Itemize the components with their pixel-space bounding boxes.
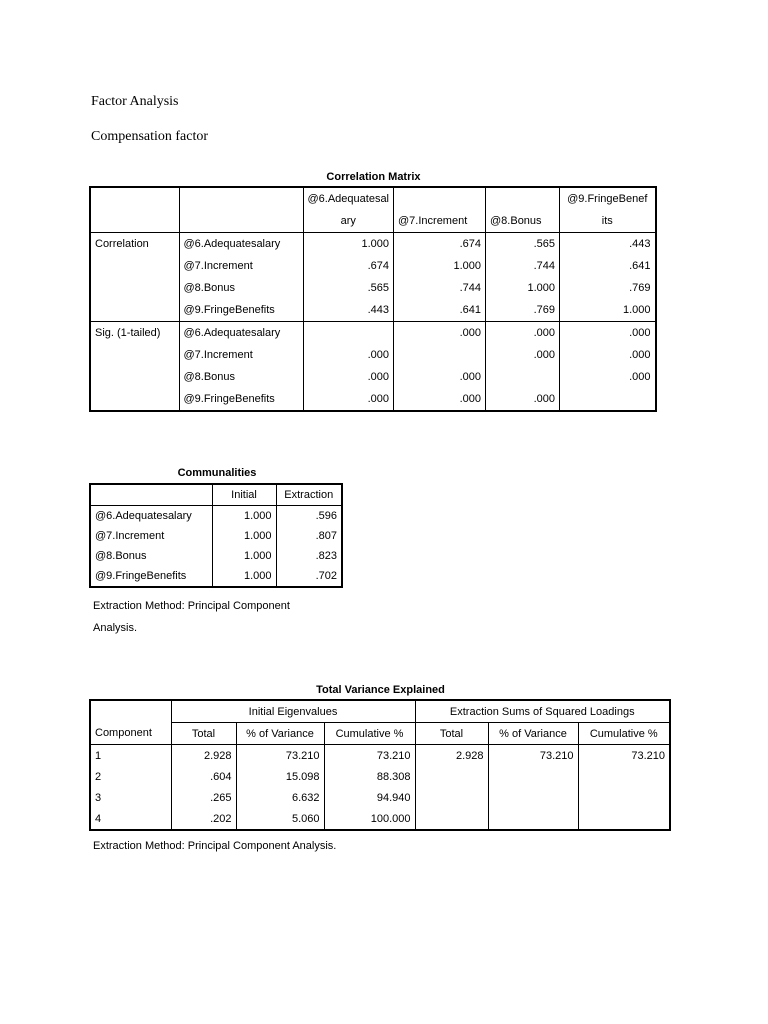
row-label: @6.Adequatesalary	[179, 233, 303, 256]
col-header-extraction-cumulative: Cumulative %	[589, 727, 658, 740]
communalities-note-line1: Extraction Method: Principal Component	[93, 600, 290, 612]
col-header-adequatesalary-cont: ary	[303, 210, 394, 233]
section-subtitle: Compensation factor	[91, 129, 209, 144]
row-label: @7.Increment	[90, 526, 212, 546]
group-label-correlation: Correlation	[90, 233, 179, 256]
communalities-caption: Communalities	[177, 467, 257, 479]
table-row: @9.FringeBenefits .443 .641 .769 1.000	[90, 299, 656, 322]
table-row: 4 .202 5.060 100.000	[90, 808, 670, 830]
communalities-table	[89, 483, 343, 588]
table-row: Correlation @6.Adequatesalary 1.000 .674 .565 .443	[90, 233, 656, 256]
correlation-matrix-table	[89, 186, 657, 412]
row-label: @9.FringeBenefits	[179, 388, 303, 411]
table-row: @6.Adequatesalary 1.000 .596	[90, 506, 342, 527]
table-row: @8.Bonus .565 .744 1.000 .769	[90, 277, 656, 299]
row-label: @8.Bonus	[179, 366, 303, 388]
row-label: @6.Adequatesalary	[179, 322, 303, 345]
total-variance-caption: Total Variance Explained	[316, 684, 445, 696]
table-row: @7.Increment .674 1.000 .744 .641	[90, 255, 656, 277]
col-header-extraction: Extraction	[276, 484, 342, 506]
row-label: @9.FringeBenefits	[90, 566, 212, 587]
row-label: @7.Increment	[179, 344, 303, 366]
col-header-cumulative: Cumulative %	[324, 723, 415, 745]
group-header-extraction-sums: Extraction Sums of Squared Loadings	[415, 700, 670, 723]
table-row: @9.FringeBenefits 1.000 .702	[90, 566, 342, 587]
col-header-initial: Initial	[212, 484, 276, 506]
table-row: @7.Increment 1.000 .807	[90, 526, 342, 546]
col-header-bonus: @8.Bonus	[486, 210, 560, 233]
table-row: 1 2.928 73.210 73.210 2.928 73.210 73.210	[90, 745, 670, 767]
col-header-pct-variance: % of Variance	[236, 723, 324, 745]
group-label-sig: Sig. (1-tailed)	[90, 322, 179, 345]
row-label: @8.Bonus	[90, 546, 212, 566]
table-row: Sig. (1-tailed) @6.Adequatesalary .000 .000 .000	[90, 322, 656, 345]
col-header-extraction-pct-variance: % of Variance	[488, 723, 578, 745]
col-header-fringebenefits-cont: its	[560, 210, 656, 233]
total-variance-table	[89, 699, 671, 831]
col-header-extraction-total: Total	[415, 723, 488, 745]
document-title: Factor Analysis	[91, 94, 179, 109]
row-label: @6.Adequatesalary	[90, 506, 212, 527]
row-label: @8.Bonus	[179, 277, 303, 299]
total-variance-note: Extraction Method: Principal Component Analysis.	[93, 840, 337, 852]
col-header-component: Component	[90, 723, 171, 745]
table-row: @9.FringeBenefits .000 .000 .000	[90, 388, 656, 411]
table-row: 2 .604 15.098 88.308	[90, 766, 670, 787]
col-header-total: Total	[171, 723, 236, 745]
table-row: 3 .265 6.632 94.940	[90, 787, 670, 808]
group-header-initial-eigenvalues: Initial Eigenvalues	[171, 700, 415, 723]
correlation-matrix-caption: Correlation Matrix	[326, 171, 421, 183]
col-header-increment: @7.Increment	[394, 210, 486, 233]
col-header-adequatesalary: @6.Adequatesal	[303, 187, 394, 210]
table-row: @8.Bonus .000 .000 .000	[90, 366, 656, 388]
communalities-note-line2: Analysis.	[93, 622, 138, 634]
col-header-fringebenefits: @9.FringeBenef	[567, 193, 648, 205]
row-label: @7.Increment	[179, 255, 303, 277]
row-label: @9.FringeBenefits	[179, 299, 303, 322]
table-row: @8.Bonus 1.000 .823	[90, 546, 342, 566]
table-row: @7.Increment .000 .000 .000	[90, 344, 656, 366]
